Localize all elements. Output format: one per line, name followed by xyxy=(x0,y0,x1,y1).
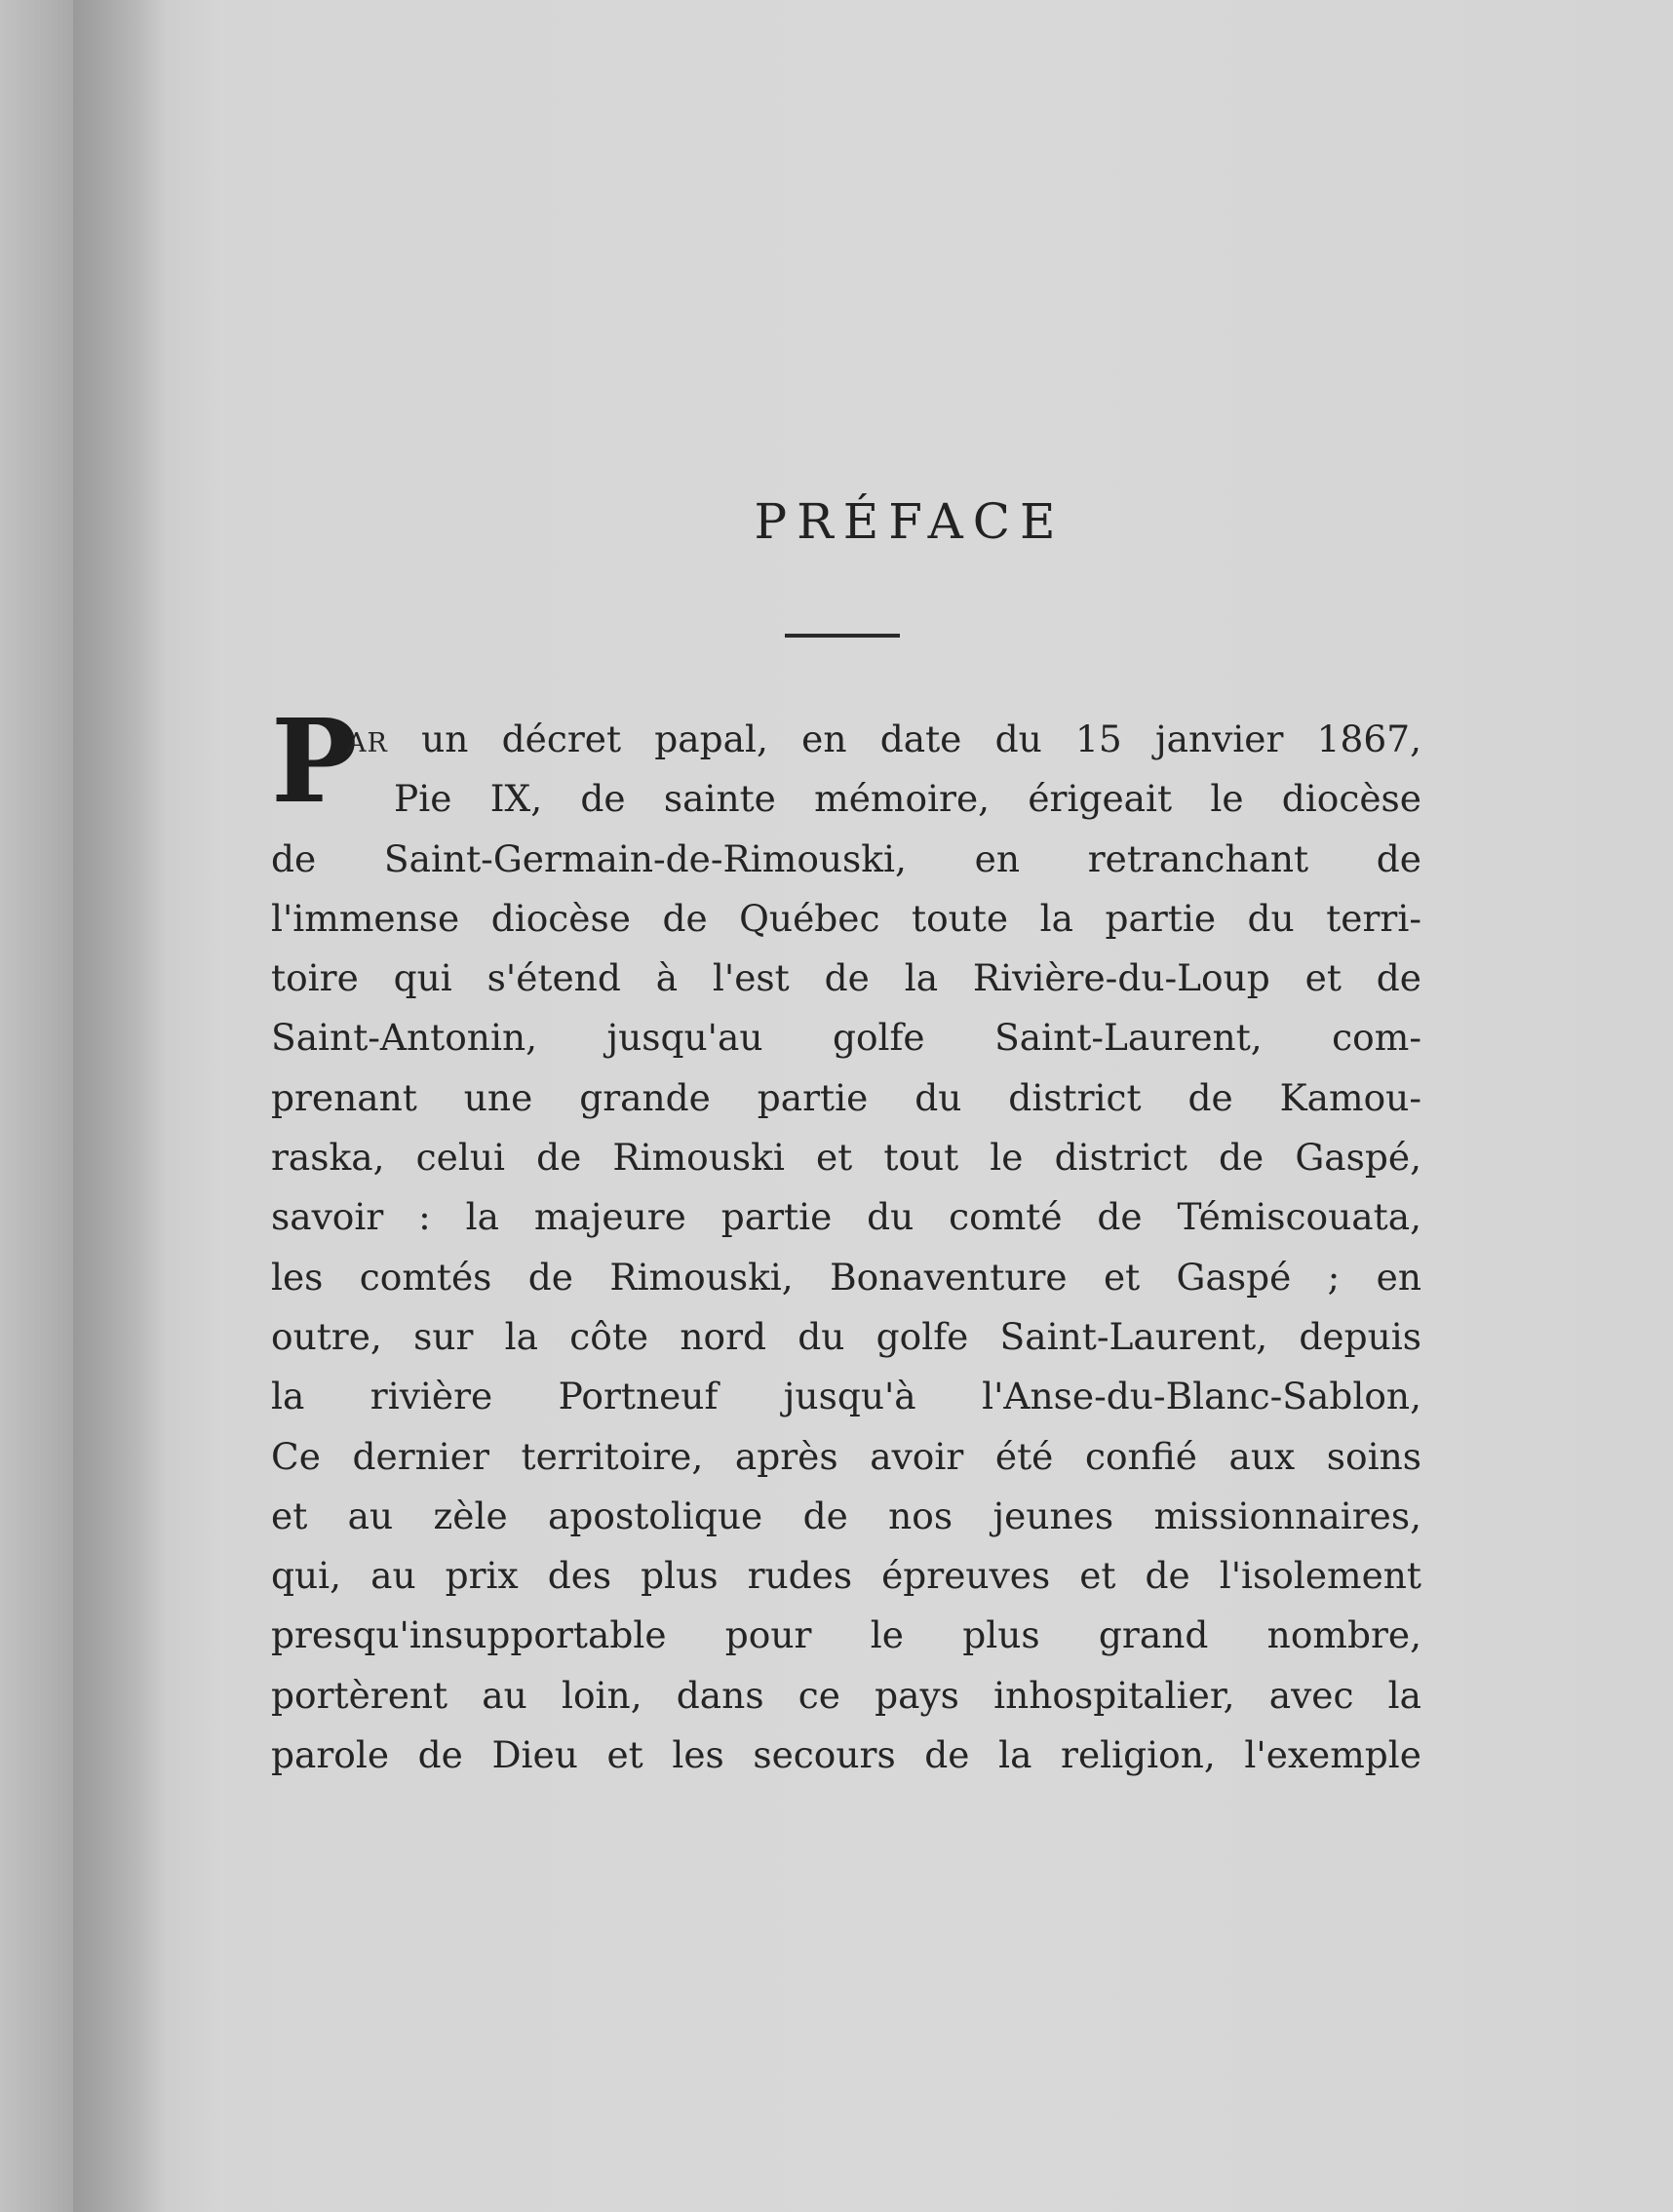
text-line-9: savoir : la majeure partie du comté de Témiscouata, xyxy=(271,1195,1421,1239)
text-line-14: et au zèle apostolique de nos jeunes missionnaires, xyxy=(271,1494,1421,1537)
text-line-7: prenant une grande partie du district de Kamou- xyxy=(271,1075,1421,1119)
text-line-16: presqu'insupportable pour le plus grand nombre, xyxy=(271,1613,1421,1657)
text-line-18: parole de Dieu et les secours de la religion, l'exemple xyxy=(271,1733,1421,1777)
text-line-5: toire qui s'étend à l'est de la Rivière-du-Loup et de xyxy=(271,956,1421,1000)
drop-cap-letter: P xyxy=(271,693,358,829)
text-line-8: raska, celui de Rimouski et tout le district de Gaspé, xyxy=(271,1136,1421,1180)
text-line-11: outre, sur la côte nord du golfe Saint-Laurent, depuis xyxy=(271,1314,1421,1358)
page-title: PRÉFACE xyxy=(754,493,1066,550)
page-binding-shadow xyxy=(73,0,166,2212)
text-line-1: AR un décret papal, en date du 15 janvier 1867, xyxy=(347,718,1421,760)
text-line-12: la rivière Portneuf jusqu'à l'Anse-du-Blanc-Sablon, xyxy=(271,1375,1421,1418)
text-line-13: Ce dernier territoire, après avoir été confié aux soins xyxy=(271,1434,1421,1478)
text-line-10: les comtés de Rimouski, Bonaventure et Gaspé ; en xyxy=(271,1255,1421,1299)
title-rule xyxy=(785,634,900,638)
text-line-17: portèrent au loin, dans ce pays inhospitalier, avec la xyxy=(271,1673,1421,1717)
text-line-4: l'immense diocèse de Québec toute la partie du terri- xyxy=(271,896,1421,940)
first-word-smallcaps: AR xyxy=(347,728,388,758)
text-line-6: Saint-Antonin, jusqu'au golfe Saint-Laurent, com- xyxy=(271,1016,1421,1060)
text-line-2: Pie IX, de sainte mémoire, érigeait le diocèse xyxy=(394,777,1421,821)
page-gutter-edge xyxy=(0,0,73,2212)
text-line-3: de Saint-Germain-de-Rimouski, en retranchant de xyxy=(271,836,1421,880)
page-binding-fade xyxy=(166,0,224,2212)
text-line-15: qui, au prix des plus rudes épreuves et de l'isolement xyxy=(271,1554,1421,1598)
preface-body xyxy=(271,710,1421,1785)
